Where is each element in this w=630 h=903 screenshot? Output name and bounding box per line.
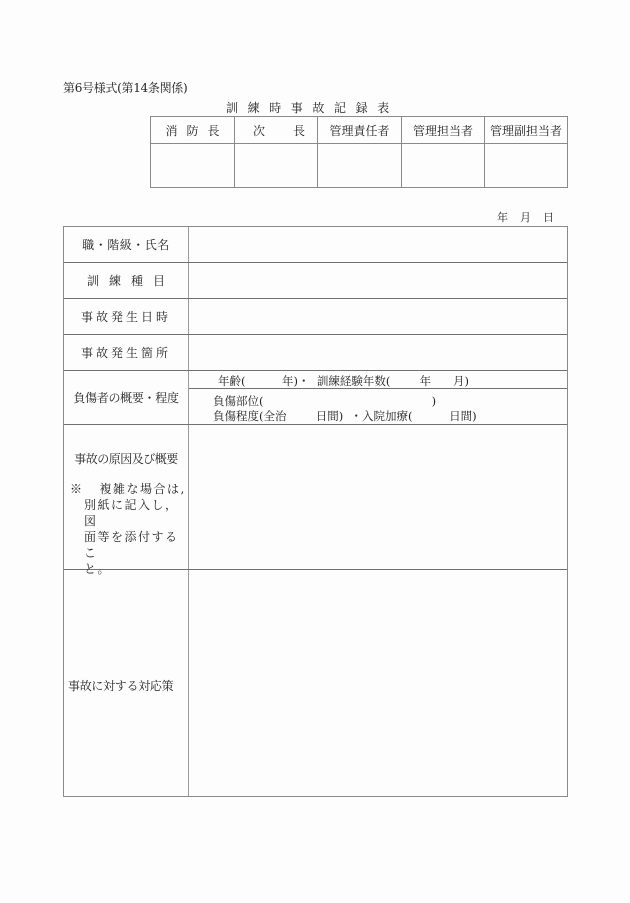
injury-body-part[interactable]: 負傷部位( ) <box>213 394 437 408</box>
note-mark-icon: ※ <box>70 482 84 496</box>
label-injury-summary: 負傷者の概要・程度 <box>73 391 179 405</box>
injury-severity[interactable]: 負傷程度(全治 日間) ・入院加療( 日間) <box>213 409 477 423</box>
cause-note-line-1 <box>70 481 188 497</box>
label-cause-summary: 事故の原因及び概要 <box>74 452 178 466</box>
label-cause-summary-block <box>64 450 188 577</box>
field-position-rank-name[interactable] <box>189 227 567 262</box>
date-day: 日 <box>543 211 554 224</box>
form-number: 第6号様式(第14条関係) <box>63 81 188 95</box>
date-month: 月 <box>520 211 531 224</box>
label-countermeasures: 事故に対する対応策 <box>68 679 174 693</box>
label-position-rank-name: 職・階級・氏名 <box>82 238 170 252</box>
approval-header-deputy-chief-right: 長 <box>292 123 305 138</box>
field-cause-summary[interactable] <box>189 425 567 569</box>
cause-note <box>64 481 188 577</box>
approval-sign-deputy-manager[interactable] <box>485 144 567 187</box>
field-accident-datetime[interactable] <box>189 299 567 334</box>
cause-note-text-1: 複雑な場合は, <box>99 482 186 496</box>
approval-header-deputy-manager: 管理副担当者 <box>485 117 567 144</box>
cause-note-line-2: 別紙に記入し，図 <box>84 498 179 528</box>
label-accident-location: 事故発生箇所 <box>80 346 171 360</box>
approval-sign-fire-chief[interactable] <box>151 144 235 187</box>
accident-record-table <box>63 226 568 797</box>
cause-note-line-3: 面等を添付するこ <box>84 530 179 560</box>
document-title: 訓練時事故記録表 <box>226 101 399 115</box>
approval-sign-deputy-chief[interactable] <box>235 144 318 187</box>
injury-age-experience[interactable]: 年齢( 年)・ 訓練経験年数( 年 月) <box>218 374 469 388</box>
field-countermeasures[interactable] <box>189 570 567 796</box>
field-accident-location[interactable] <box>189 335 567 370</box>
label-accident-datetime: 事故発生日時 <box>80 310 171 324</box>
approval-sign-manager-responsible[interactable] <box>318 144 402 187</box>
approval-header-deputy-chief-left: 次 <box>253 123 266 138</box>
approval-header-manager-in-charge: 管理担当者 <box>402 117 485 144</box>
approval-header-fire-chief: 消防長 <box>151 117 235 144</box>
approval-header-manager-responsible: 管理責任者 <box>318 117 402 144</box>
date-line <box>497 209 566 225</box>
label-training-type: 訓練種目 <box>86 274 175 288</box>
field-training-type[interactable] <box>189 263 567 298</box>
approval-sign-manager-in-charge[interactable] <box>402 144 485 187</box>
approval-header-deputy-chief <box>235 117 318 144</box>
approval-table <box>150 116 568 188</box>
cause-note-line-4: と。 <box>84 562 112 576</box>
date-year: 年 <box>497 211 508 224</box>
